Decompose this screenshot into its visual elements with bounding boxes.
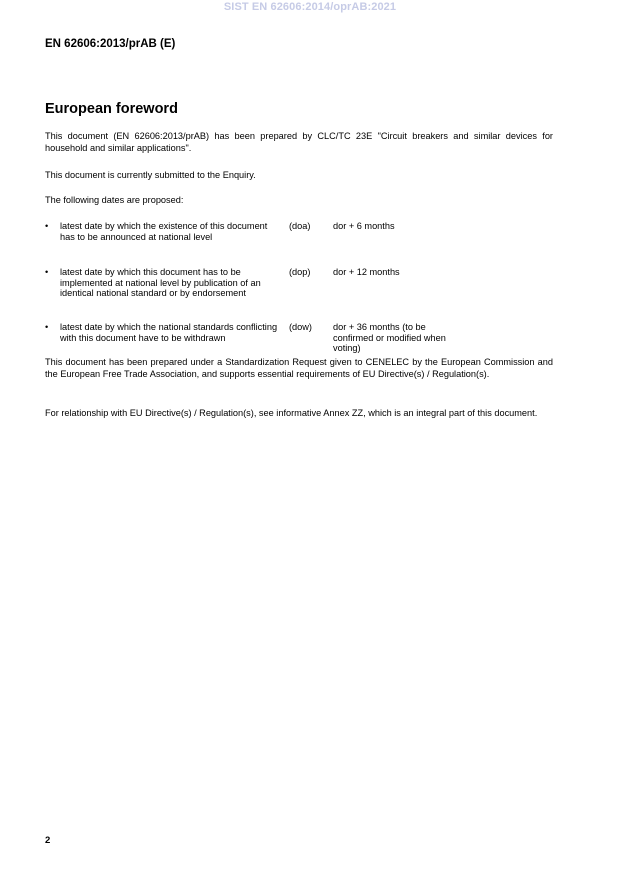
bullet: • <box>45 267 49 277</box>
date-value: dor + 12 months <box>333 267 400 277</box>
bullet: • <box>45 322 49 332</box>
paragraph-enquiry: This document is currently submitted to the Enquiry. <box>45 170 256 180</box>
page-number: 2 <box>45 835 51 846</box>
date-abbreviation: (dow) <box>289 322 312 332</box>
bullet: • <box>45 221 49 231</box>
date-value: dor + 36 months (to be confirmed or modified when voting) <box>333 322 446 353</box>
date-value: dor + 6 months <box>333 221 395 231</box>
date-item-doa <box>45 221 565 267</box>
date-item-dow <box>45 322 565 356</box>
paragraph-standardization-request: This document has been prepared under a Standardization Request given to CENELEC by the European Commission and the European Free Trade Association, and supports essential requirements of EU Directive(s) / Regulation(s). <box>45 357 553 379</box>
date-description: latest date by which the existence of this document has to be announced at national level <box>60 221 268 242</box>
watermark: SIST EN 62606:2014/oprAB:2021 <box>223 1 397 13</box>
date-abbreviation: (doa) <box>289 221 311 231</box>
date-description: latest date by which this document has to be implemented at national level by publication of an identical national standard or by endorsement <box>60 267 261 298</box>
document-id: EN 62606:2013/prAB (E) <box>45 38 176 50</box>
date-item-dop <box>45 267 565 322</box>
paragraph-dates-intro: The following dates are proposed: <box>45 195 184 205</box>
paragraph-prepared-by: This document (EN 62606:2013/prAB) has been prepared by CLC/TC 23E "Circuit breakers and similar devices for household and similar applications". <box>45 131 553 153</box>
date-description: latest date by which the national standards conflicting with this document have to be withdrawn <box>60 322 278 343</box>
date-abbreviation: (dop) <box>289 267 311 277</box>
paragraph-annex-zz: For relationship with EU Directive(s) / Regulation(s), see informative Annex ZZ, which is an integral part of this document. <box>45 408 538 418</box>
dates-list <box>45 221 565 356</box>
section-heading: European foreword <box>45 101 178 117</box>
